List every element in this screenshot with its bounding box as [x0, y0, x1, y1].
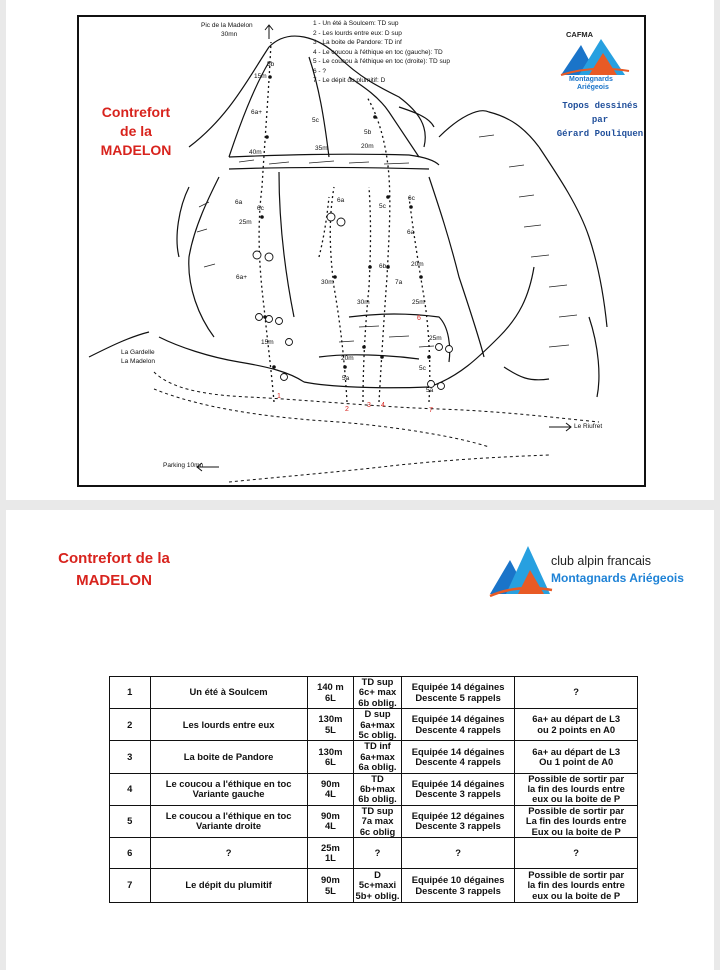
grade-label: 5a — [426, 387, 434, 394]
table-row — [110, 741, 638, 773]
summit-label: Pic de la Madelon — [201, 22, 253, 29]
table-row — [110, 677, 638, 709]
route-number: 7 — [429, 407, 433, 414]
gardelle-label-1: La Gardelle — [121, 349, 155, 356]
route-note: 6a+ au départ de L3 Ou 1 point de A0 — [515, 741, 638, 773]
route-number: 6 — [417, 315, 421, 322]
route-length: 130m 6L — [307, 741, 354, 773]
legend-item: 5 - Le coucou à l'éthique en toc (droite): TD sup — [313, 58, 450, 65]
route-grade: TD 6b+max 6b oblig. — [354, 773, 402, 805]
grade-label: 6a+ — [236, 274, 248, 281]
gardelle-label-2: La Madelon — [121, 358, 155, 365]
route-grade: TD inf 6a+max 6a oblig. — [354, 741, 402, 773]
route-name: Un été à Soulcem — [150, 677, 307, 709]
pitch-length: 30m — [321, 279, 334, 286]
pitch-length: 25m — [412, 299, 425, 306]
mountain-logo-icon — [559, 37, 631, 77]
route-name: ? — [150, 838, 307, 869]
pitch-length: 25m — [429, 335, 442, 342]
summit-time: 30mn — [221, 31, 238, 38]
pitch-length: 15m — [254, 73, 267, 80]
route-length: 25m 1L — [307, 838, 354, 869]
grade-label: 5c — [419, 365, 426, 372]
route-num: 2 — [110, 709, 151, 741]
topo-drawing — [79, 17, 644, 485]
legend-item: 4 - Le coucou à l'éthique en toc (gauche): TD — [313, 48, 443, 56]
topo-title — [91, 103, 181, 160]
sheet-title-line-1: Contrefort de la — [58, 550, 170, 567]
grade-label: 7a — [395, 279, 403, 286]
table-row — [110, 869, 638, 903]
grade-label: 5c — [379, 203, 386, 210]
grade-label: 5a — [342, 375, 350, 382]
route-num: 5 — [110, 805, 151, 837]
legend-item: 2 - Les lourds entre eux: D sup — [313, 29, 402, 37]
route-length: 90m 4L — [307, 805, 354, 837]
route-name: Le dépit du plumitif — [150, 869, 307, 903]
credit-line-2: Gérard Pouliquen — [556, 129, 644, 139]
grade-label: 5b — [267, 61, 275, 68]
route-number: 3 — [367, 402, 371, 409]
rock-outlines — [89, 36, 607, 397]
route-equipment: Equipée 14 dégaines Descente 4 rappels — [401, 709, 515, 741]
pitch-length: 35m — [315, 145, 328, 152]
topo-page — [6, 0, 714, 500]
route-equipment: Equipée 14 dégaines Descente 5 rappels — [401, 677, 515, 709]
route-grade: TD sup 6c+ max 6b oblig. — [354, 677, 402, 709]
route-sheet-page — [6, 510, 714, 970]
approach-paths — [154, 372, 599, 482]
table-row — [110, 773, 638, 805]
parking-label: Parking 10mn — [163, 462, 204, 469]
route-equipment: ? — [401, 838, 515, 869]
grade-label: 6a+ — [251, 109, 263, 116]
route-length: 130m 5L — [307, 709, 354, 741]
route-grade: D 5c+maxi 5b+ oblig. — [355, 868, 400, 901]
legend-item: 1 - Un été à Soulcem: TD sup — [313, 20, 399, 27]
route-grade: D sup 6a+max 5c oblig. — [354, 709, 402, 741]
route-grade: TD sup 7a max 6c oblig — [354, 805, 402, 837]
route-num: 4 — [110, 773, 151, 805]
route-grade: ? — [354, 838, 402, 869]
table-row — [110, 838, 638, 869]
route-number: 1 — [277, 393, 281, 400]
route-note: ? — [515, 838, 638, 869]
route-equipment: Equipée 10 dégaines Descente 3 rappels — [401, 869, 515, 903]
legend-item: 7 - Le dépit du plumitif: D — [313, 77, 386, 84]
grade-label: 6c — [257, 205, 264, 212]
legend-item: 3 - La boite de Pandore: TD inf — [313, 39, 402, 46]
logo-line-1: Montagnards — [569, 76, 613, 83]
legend-item: 6 - ? — [313, 67, 327, 75]
pitch-length: 25m — [239, 219, 252, 226]
route-num: 6 — [110, 838, 151, 869]
club-name: club alpin francais — [551, 554, 652, 568]
credit — [556, 99, 644, 141]
grade-label: 6a — [337, 197, 345, 204]
route-name: Le coucou a l'éthique en toc Variante gauche — [150, 773, 307, 805]
topo-title-line-3: MADELON — [100, 142, 172, 158]
grade-label: 6c — [408, 195, 415, 202]
route-number: 2 — [345, 406, 349, 413]
topo-title-line-2: de la — [120, 123, 152, 139]
belay-points — [260, 75, 431, 369]
pitch-length: 15m — [261, 339, 274, 346]
grade-label: 5b — [364, 129, 372, 136]
grade-label: 6a — [235, 199, 243, 206]
logo-line-2: Ariégeois — [577, 84, 609, 91]
pitch-length: 40m — [249, 149, 262, 156]
grade-label: 6a — [407, 229, 415, 236]
credit-line-1: Topos dessinés par — [562, 101, 638, 125]
routes-table — [109, 676, 638, 903]
route-note: 6a+ au départ de L3 ou 2 points en A0 — [515, 709, 638, 741]
topo-title-line-1: Contrefort — [101, 104, 171, 120]
pitch-length: 30m — [357, 299, 370, 306]
route-note: Possible de sortir par La fin des lourds entre Eux ou la boite de P — [515, 805, 638, 837]
route-equipment: Equipée 14 dégaines Descente 4 rappels — [401, 741, 515, 773]
grade-label: 6b+ — [379, 263, 391, 270]
riufret-label: Le Riufret — [574, 423, 603, 430]
route-note: ? — [515, 677, 638, 709]
route-length: 90m 4L — [307, 773, 354, 805]
logo-name: CAFMA — [566, 30, 594, 39]
route-length: 90m 5L — [307, 869, 354, 903]
sheet-title — [44, 548, 184, 592]
route-num: 7 — [110, 869, 151, 903]
club-logo-icon — [488, 540, 554, 598]
route-equipment: Equipée 12 dégaines Descente 3 rappels — [401, 805, 515, 837]
route-name: Les lourds entre eux — [150, 709, 307, 741]
club-subtitle: Montagnards Ariégeois — [551, 571, 684, 585]
route-legend — [313, 19, 450, 86]
grade-label: 5c — [312, 117, 319, 124]
route-note: Possible de sortir par la fin des lourds entre eux ou la boite de P — [515, 773, 638, 805]
pitch-length: 20m — [341, 355, 354, 362]
pitch-length: 20m — [361, 143, 374, 150]
route-equipment: Equipée 14 dégaines Descente 3 rappels — [401, 773, 515, 805]
route-length: 140 m 6L — [307, 677, 354, 709]
route-number: 4 — [381, 402, 385, 409]
sheet-title-line-2: MADELON — [76, 572, 152, 589]
topo-frame — [77, 15, 646, 487]
route-name: Le coucou a l'éthique en toc Variante droite — [150, 805, 307, 837]
rock-hatching — [197, 135, 577, 347]
pitch-length: 20m — [411, 261, 424, 268]
route-num: 3 — [110, 741, 151, 773]
table-row — [110, 805, 638, 837]
route-num: 1 — [110, 677, 151, 709]
table-row — [110, 709, 638, 741]
route-note: Possible de sortir par la fin des lourds entre eux ou la boite de P — [515, 869, 638, 903]
route-name: La boite de Pandore — [150, 741, 307, 773]
